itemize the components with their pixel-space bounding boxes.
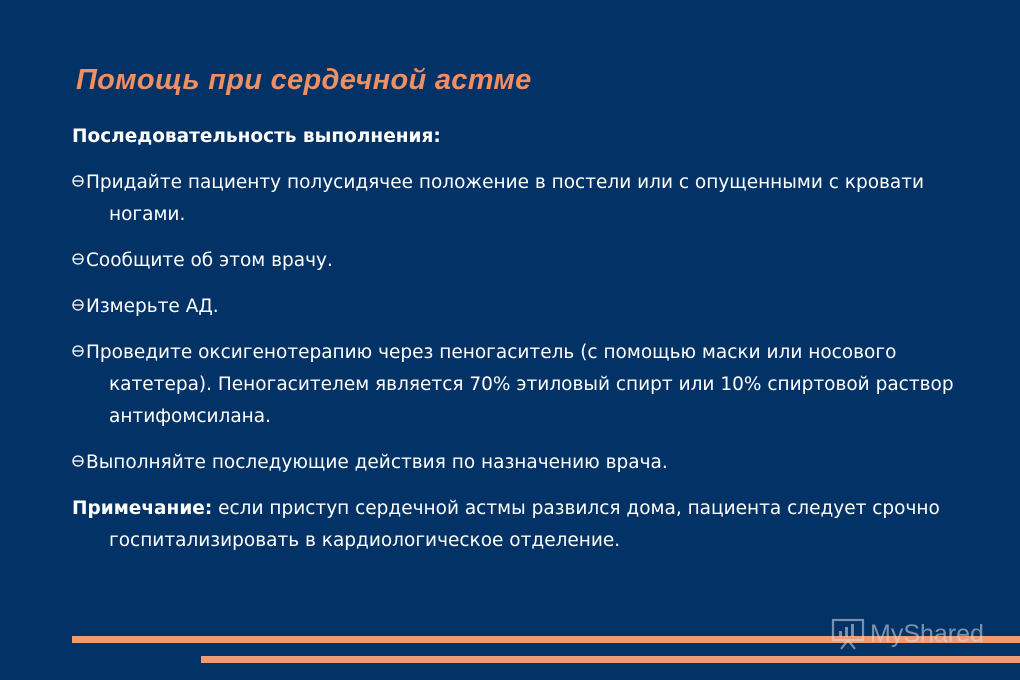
note-paragraph [72,493,972,557]
watermark-text: MyShared [870,619,984,648]
sequence-heading: Последовательность выполнения: [72,126,441,147]
note-label: Примечание: [72,498,213,519]
circle-bullet-icon [72,175,84,187]
circle-bullet-icon [72,299,84,311]
note-text: если приступ сердечной астмы развился дома, пациента следует срочно госпитализировать в кардиологическое отделение. [109,498,940,551]
step-text: Придайте пациенту полусидячее положение в постели или с опущенными с кровати ногами. [86,172,925,225]
step-item [72,245,972,277]
step-text: Проведите оксигенотерапию через пеногаситель (с помощью маски или носового катетера). Пеногасителем является 70% этиловый спирт или 10% спиртовой раствор антифомсилана. [86,342,954,427]
circle-bullet-icon [72,253,84,265]
presentation-board-icon [830,616,866,652]
step-text: Измерьте АД. [86,296,219,317]
decorative-bar-lower [201,656,1020,663]
circle-bullet-icon [72,455,84,467]
step-text: Сообщите об этом врачу. [86,250,333,271]
step-item [72,337,972,433]
step-item [72,167,972,231]
step-item [72,291,972,323]
step-item [72,447,972,479]
slide-title: Помощь при сердечной астме [76,64,532,96]
circle-bullet-icon [72,345,84,357]
watermark [830,614,984,654]
slide-content [72,121,972,557]
step-text: Выполняйте последующие действия по назначению врача. [86,452,668,473]
